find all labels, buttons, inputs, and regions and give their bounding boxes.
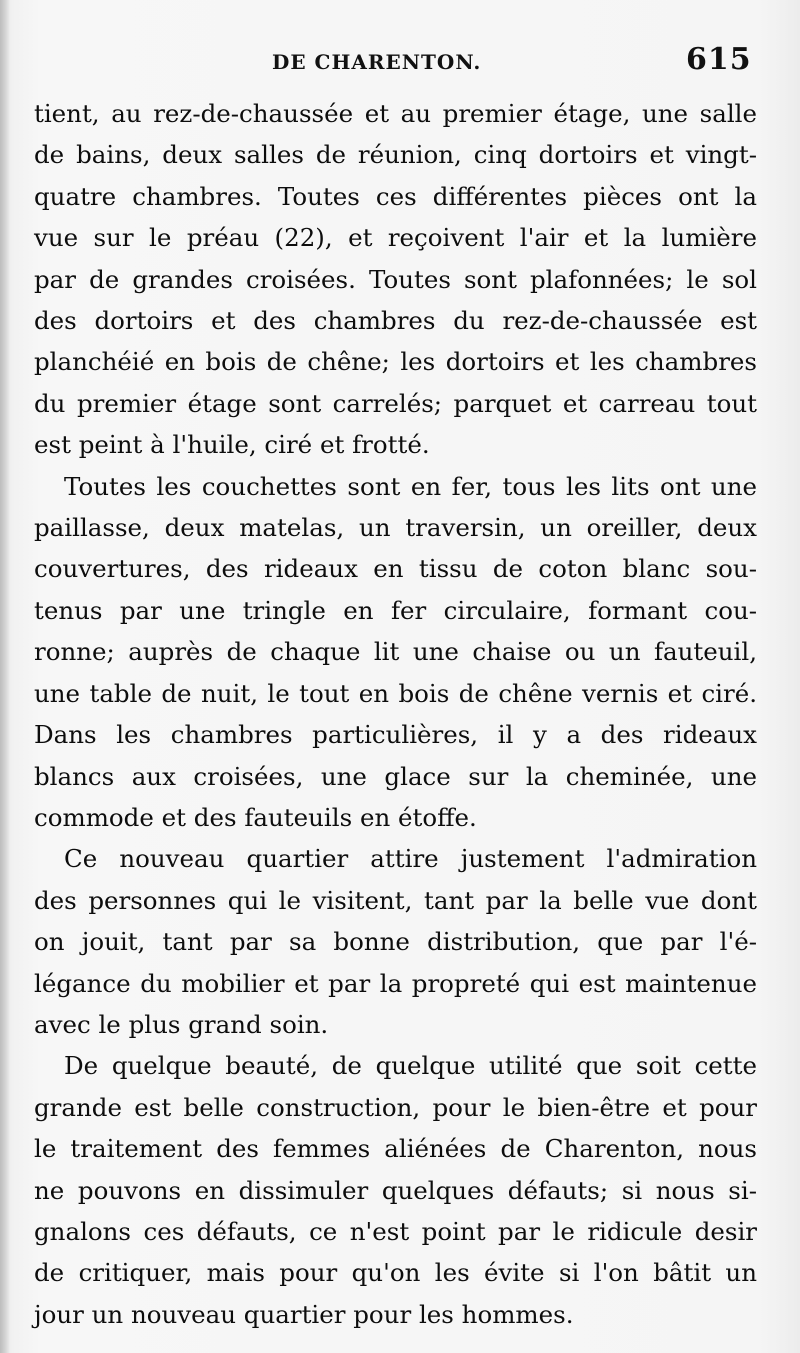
text-line: par de grandes croisées. Toutes sont plafonnées; le sol — [34, 264, 757, 294]
text-line: on jouit, tant par sa bonne distribution, que par l'é- — [34, 927, 757, 957]
text-line: Dans les chambres particulières, il y a des rideaux — [34, 720, 757, 750]
text-line: de bains, deux salles de réunion, cinq dortoirs et vingt- — [34, 140, 757, 170]
text-line: tenus par une tringle en fer circulaire, formant cou- — [34, 595, 757, 625]
text-line: ne pouvons en dissimuler quelques défauts; si nous si- — [34, 1175, 757, 1205]
text-line: De quelque beauté, de quelque utilité que soit cette — [64, 1051, 757, 1081]
text-line: couvertures, des rideaux en tissu de coton blanc sou- — [34, 554, 757, 584]
text-line: du premier étage sont carrelés; parquet et carreau tout — [34, 388, 757, 418]
page-number: 615 — [686, 42, 752, 77]
running-head: DE CHARENTON. — [272, 50, 482, 74]
text-line: blancs aux croisées, une glace sur la cheminée, une — [34, 761, 757, 791]
paragraph-3 — [34, 838, 757, 1045]
text-line: une table de nuit, le tout en bois de chêne vernis et ciré. — [34, 678, 757, 708]
binding-edge-shadow — [0, 0, 10, 1353]
text-line: est peint à l'huile, ciré et frotté. — [34, 430, 430, 460]
text-line: légance du mobilier et par la propreté qui est maintenue — [34, 968, 757, 998]
text-line: tient, au rez-de-chaussée et au premier étage, une salle — [34, 99, 757, 128]
text-line: ronne; auprès de chaque lit une chaise ou un fauteuil, — [34, 637, 757, 667]
text-line: paillasse, deux matelas, un traversin, un oreiller, deux — [34, 513, 757, 543]
text-line: des personnes qui le visitent, tant par la belle vue dont — [34, 885, 757, 915]
text-line: Toutes les couchettes sont en fer, tous les lits ont une — [64, 471, 757, 501]
text-line: commode et des fauteuils en étoffe. — [34, 802, 477, 832]
text-line: gnalons ces défauts, ce n'est point par le ridicule desir — [34, 1216, 757, 1246]
body-text — [34, 93, 757, 1335]
text-line: vue sur le préau (22), et reçoivent l'air et la lumière — [34, 223, 757, 253]
text-line: jour un nouveau quartier pour les hommes. — [34, 1299, 574, 1329]
text-line: quatre chambres. Toutes ces différentes pièces ont la — [34, 181, 757, 211]
paragraph-1 — [34, 93, 757, 466]
text-line: le traitement des femmes aliénées de Charenton, nous — [34, 1134, 757, 1164]
paragraph-2 — [34, 466, 757, 839]
text-line: planchéié en bois de chêne; les dortoirs et les chambres — [34, 347, 757, 377]
page-header — [0, 42, 800, 82]
text-line: des dortoirs et des chambres du rez-de-chaussée est — [34, 306, 757, 336]
text-line: avec le plus grand soin. — [34, 1009, 329, 1039]
text-line: grande est belle construction, pour le bien-être et pour — [34, 1092, 757, 1122]
paragraph-4 — [34, 1045, 757, 1335]
text-line: Ce nouveau quartier attire justement l'admiration — [64, 844, 757, 874]
text-line: de critiquer, mais pour qu'on les évite si l'on bâtit un — [34, 1258, 757, 1288]
